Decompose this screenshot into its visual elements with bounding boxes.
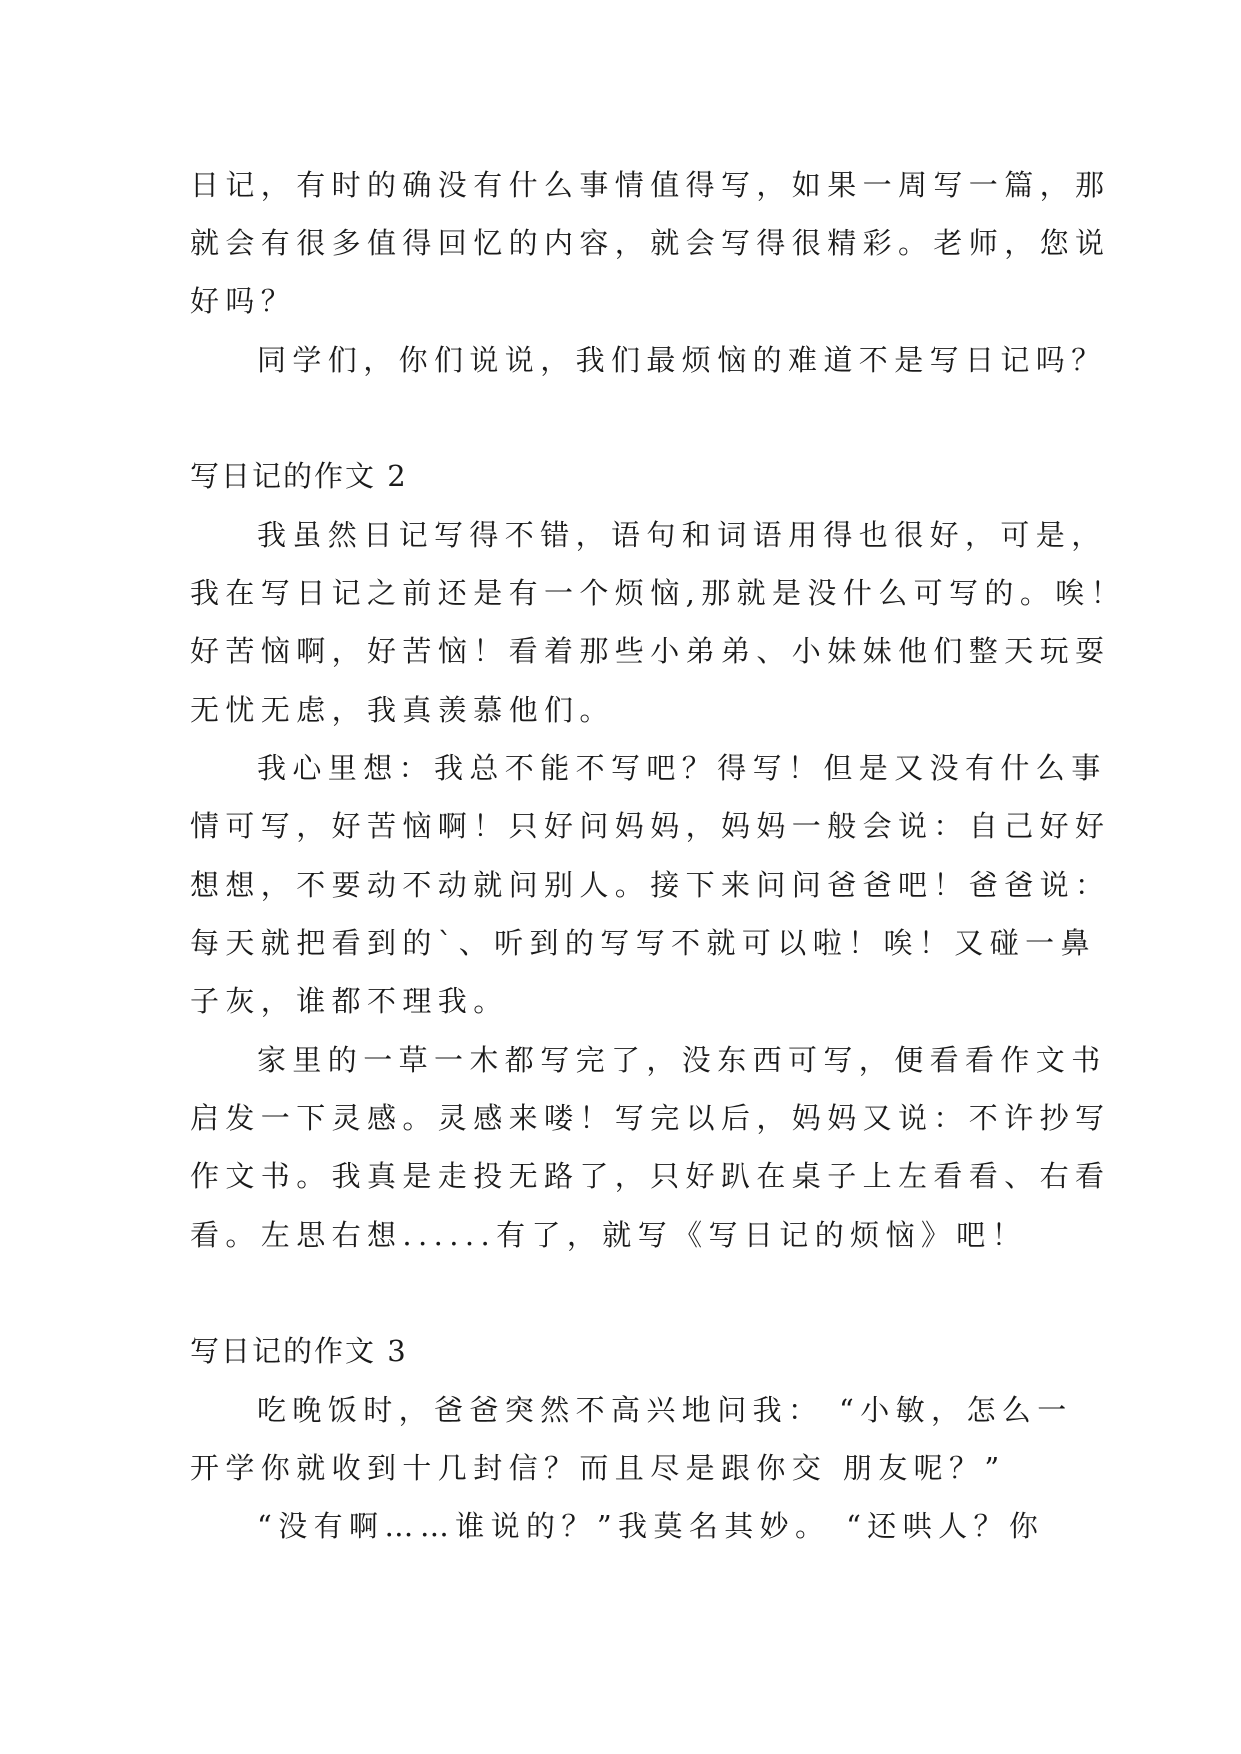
paragraph-line: 每天就把看到的`、听到的写写不就可以啦！唉！又碰一鼻 [190, 926, 1096, 960]
paragraph-line: 我虽然日记写得不错，语句和词语用得也很好，可是， [257, 518, 1107, 552]
section-heading: 写日记的作文 2 [190, 459, 408, 493]
paragraph-line: 启发一下灵感。灵感来喽！写完以后，妈妈又说：不许抄写 [190, 1101, 1111, 1135]
paragraph-line: “没有啊……谁说的？”我莫名其妙。 “还哄人？你 [257, 1509, 1045, 1543]
paragraph-line: 看。左思右想......有了，就写《写日记的烦恼》吧！ [190, 1218, 1028, 1252]
paragraph-line: 想想，不要动不动就问别人。接下来问问爸爸吧！爸爸说： [190, 868, 1111, 902]
paragraph-line: 好苦恼啊，好苦恼！看着那些小弟弟、小妹妹他们整天玩耍 [190, 634, 1111, 668]
paragraph-line: 我在写日记之前还是有一个烦恼,那就是没什么可写的。唉！ [190, 576, 1127, 610]
paragraph-line: 无忧无虑，我真羡慕他们。 [190, 693, 615, 727]
paragraph-line: 子灰，谁都不理我。 [190, 984, 509, 1018]
paragraph-line: 好吗？ [190, 284, 297, 318]
section-heading: 写日记的作文 3 [190, 1334, 408, 1368]
paragraph-line: 开学你就收到十几封信？而且尽是跟你交 朋友呢？” [190, 1451, 1006, 1485]
paragraph-line: 作文书。我真是走投无路了，只好趴在桌子上左看看、右看 [190, 1159, 1111, 1193]
paragraph-line: 同学们，你们说说，我们最烦恼的难道不是写日记吗？ [257, 343, 1107, 377]
paragraph-line: 日记，有时的确没有什么事情值得写，如果一周写一篇，那 [190, 168, 1111, 202]
paragraph-line: 就会有很多值得回忆的内容，就会写得很精彩。老师，您说 [190, 226, 1111, 260]
paragraph-line: 情可写，好苦恼啊！只好问妈妈，妈妈一般会说：自己好好 [190, 809, 1111, 843]
paragraph-line: 吃晚饭时，爸爸突然不高兴地问我： “小敏，怎么一 [257, 1393, 1073, 1427]
paragraph-line: 家里的一草一木都写完了，没东西可写，便看看作文书 [257, 1043, 1107, 1077]
paragraph-line: 我心里想：我总不能不写吧？得写！但是又没有什么事 [257, 751, 1107, 785]
